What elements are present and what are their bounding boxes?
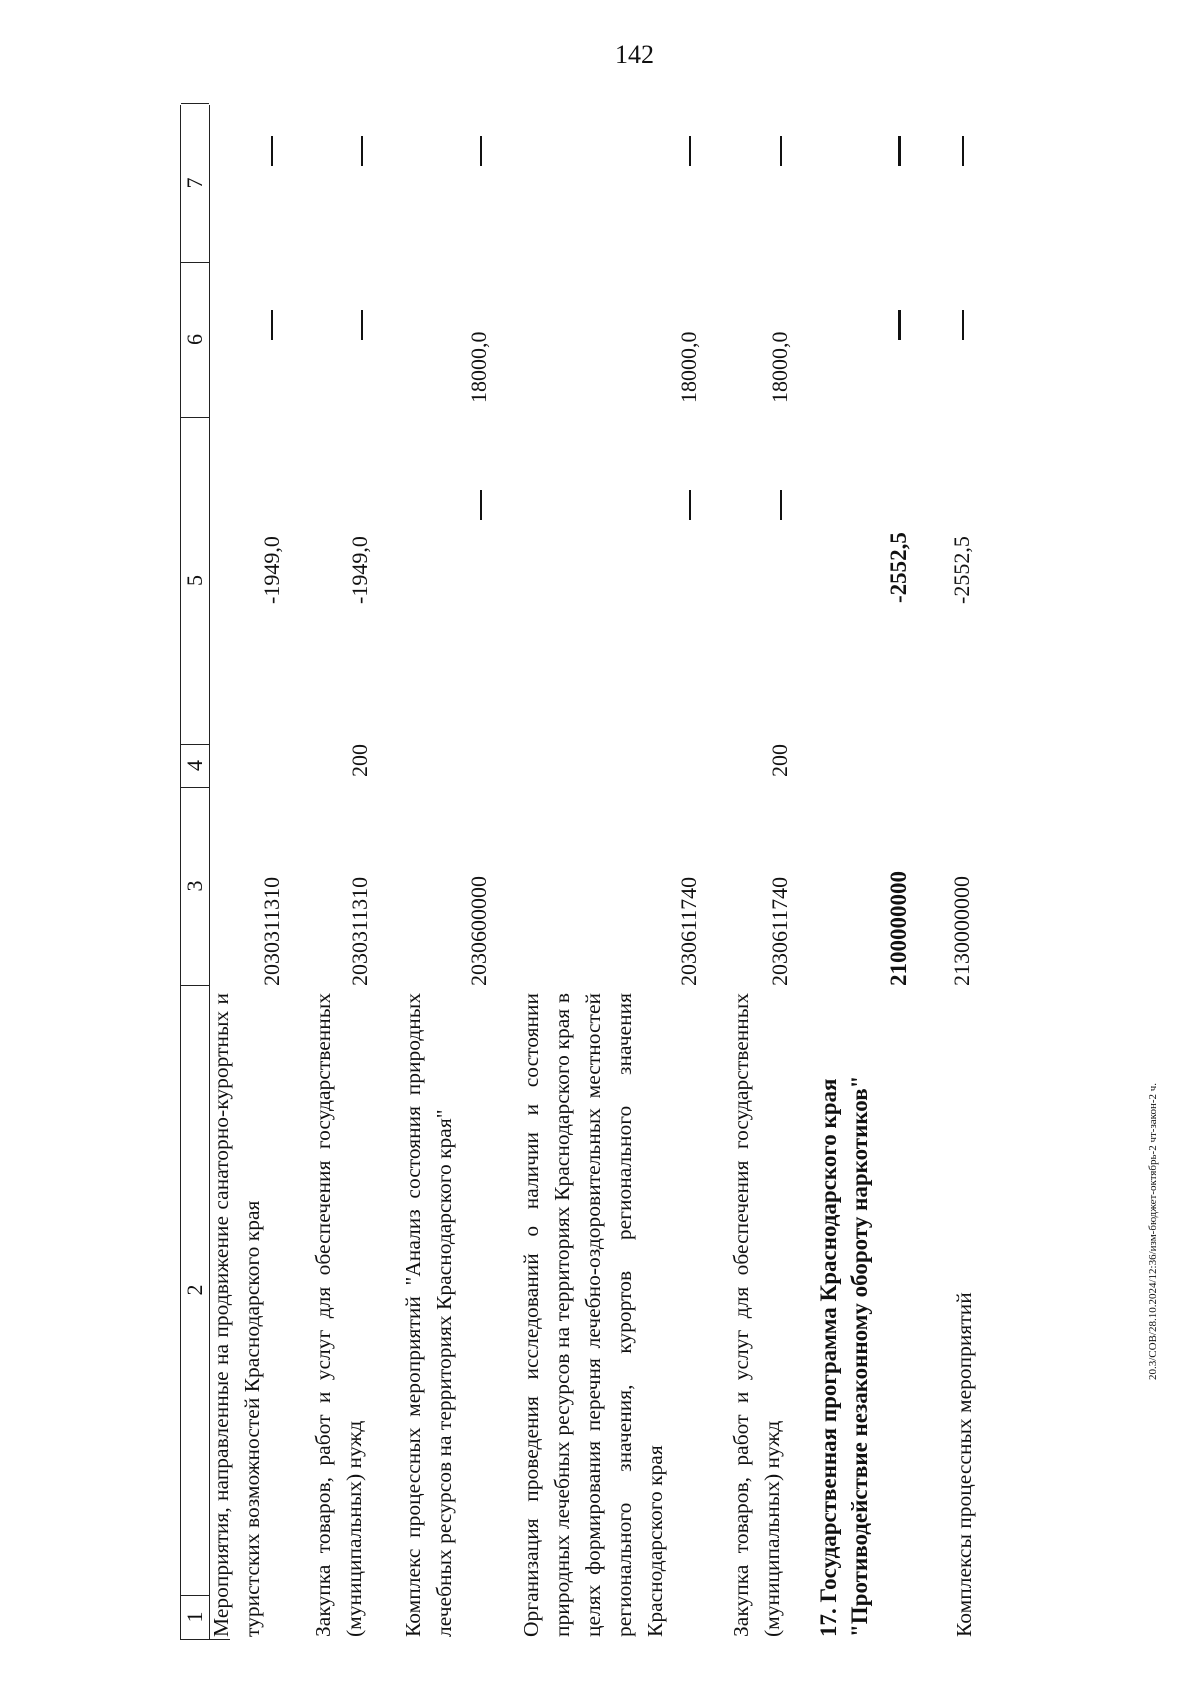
row-5-dash-5 — [780, 490, 782, 520]
row-6-dash-6 — [898, 310, 901, 340]
row-6-dash-7 — [898, 136, 901, 166]
row-4-value-6: 18000,0 — [676, 331, 701, 403]
row-1-dash-7 — [271, 136, 273, 166]
column-header-7: 7 — [181, 103, 209, 263]
column-header-3: 3 — [181, 787, 209, 986]
row-3-description: Комплекс процессных мероприятий "Анализ состояния природных лечебных ресурсов на территориях Краснодарского края" — [401, 993, 456, 1637]
column-header-1: 1 — [181, 1595, 209, 1640]
row-4-description: Организация проведения исследований о наличии и состоянии природных лечебных ресурсов на территориях Краснодарского края в целях формирования перечня лечебно-оздоровительных местностей регионального значения, курортов регионального значения Краснодарского края — [519, 993, 667, 1637]
row-5-dash-7 — [780, 136, 782, 166]
row-7-value-5: -2552,5 — [949, 536, 974, 604]
row-2-description: Закупка товаров, работ и услуг для обеспечения государственных (муниципальных) нужд — [311, 993, 366, 1637]
row-6-description: 17. Государственная программа Краснодарского края "Противодействие незаконному обороту наркотиков" — [816, 1075, 872, 1637]
page-number: 142 — [615, 40, 654, 69]
row-3-dash-7 — [480, 136, 482, 166]
row-2-expense-type: 200 — [347, 744, 372, 777]
row-1-description: Мероприятия, направленные на продвижение санаторно-курортных и туристских возможностей Краснодарского края — [209, 993, 264, 1637]
row-2-dash-7 — [361, 136, 363, 166]
row-5-code: 2030611740 — [767, 876, 792, 986]
row-3-code: 2030600000 — [466, 876, 491, 986]
row-1-value-5: -1949,0 — [259, 536, 284, 604]
row-1-dash-6 — [271, 310, 273, 340]
row-3-value-6: 18000,0 — [466, 331, 491, 403]
row-4-code: 2030611740 — [676, 876, 701, 986]
row-7-dash-6 — [962, 310, 964, 340]
column-header-6: 6 — [181, 262, 209, 418]
column-header-4: 4 — [181, 744, 209, 788]
row-1-code: 2030311310 — [259, 876, 284, 986]
table-left-border — [208, 1639, 230, 1640]
row-5-expense-type: 200 — [767, 744, 792, 777]
column-header-2: 2 — [181, 985, 209, 1596]
row-7-code: 2130000000 — [949, 876, 974, 986]
budget-table — [180, 105, 1080, 1640]
row-2-dash-6 — [361, 310, 363, 340]
column-header-5: 5 — [181, 417, 209, 745]
row-4-dash-7 — [689, 136, 691, 166]
footer-code: 20.3/СОВ/28.10.2024/12:36/изм-бюджет-октябрь-2 чт-закон-2 ч. — [1147, 1082, 1159, 1380]
row-6-value-5: -2552,5 — [886, 532, 911, 603]
row-4-dash-5 — [689, 490, 691, 520]
row-5-description: Закупка товаров, работ и услуг для обеспечения государственных (муниципальных) нужд — [729, 993, 784, 1637]
row-2-value-5: -1949,0 — [347, 536, 372, 604]
row-2-code: 2030311310 — [347, 876, 372, 986]
row-5-value-6: 18000,0 — [767, 331, 792, 403]
row-6-code: 2100000000 — [886, 871, 911, 986]
row-7-dash-7 — [962, 136, 964, 166]
row-7-description: Комплексы процессных мероприятий — [952, 1292, 976, 1637]
row-3-dash-5 — [480, 490, 482, 520]
